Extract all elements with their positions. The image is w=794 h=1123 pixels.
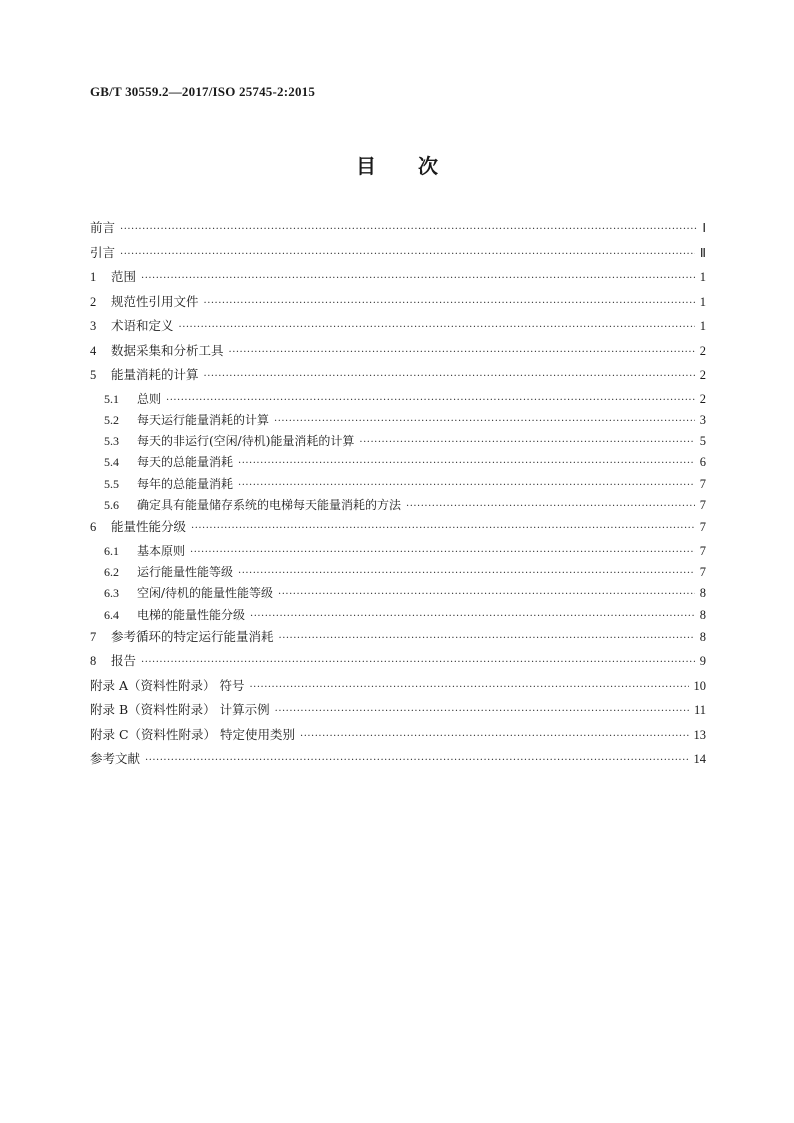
table-of-contents: [90, 218, 706, 774]
toc-entry-label: [90, 390, 161, 407]
toc-entry-page: Ⅱ: [699, 245, 706, 260]
toc-entry-label: [90, 584, 273, 601]
toc-entry-label: [90, 243, 115, 261]
toc-entry-label: [90, 267, 136, 285]
toc-entry-number: 3: [90, 319, 97, 333]
toc-entry-label: [90, 341, 224, 359]
toc-entry-page: 1: [699, 294, 706, 309]
toc-entry-text: 能量性能分级: [111, 519, 187, 535]
toc-entry-label: [90, 316, 174, 334]
dot-leader: [238, 480, 695, 491]
dot-leader: [250, 611, 695, 622]
toc-entry-label: [90, 218, 115, 236]
toc-entry-label: [90, 725, 295, 743]
toc-entry-number: 6: [90, 520, 97, 535]
toc-entry[interactable]: [90, 496, 706, 517]
toc-entry-label: [90, 453, 233, 470]
toc-entry-number: 5.6: [104, 497, 119, 512]
toc-entry[interactable]: [90, 700, 706, 725]
toc-entry-text: 每年的总能量消耗: [137, 476, 234, 491]
toc-entry-text: 附录 C（资料性附录） 特定使用类别: [90, 726, 296, 742]
toc-entry-number: 5.1: [104, 391, 119, 406]
dot-leader: [278, 589, 695, 600]
toc-entry-label: [90, 292, 199, 310]
toc-entry-text: 每天的非运行(空闲/待机)能量消耗的计算: [137, 434, 355, 449]
document-code: GB/T 30559.2—2017/ISO 25745-2:2015: [90, 84, 316, 99]
dot-leader: [179, 322, 695, 333]
toc-entry[interactable]: [90, 676, 706, 701]
toc-entry-label: [90, 749, 140, 767]
toc-entry[interactable]: [90, 606, 706, 627]
toc-entry-page: 1: [699, 270, 706, 284]
toc-entry[interactable]: [90, 542, 706, 563]
toc-entry-page: 8: [699, 629, 706, 644]
toc-entry-text: 附录 A（资料性附录） 符号: [90, 677, 245, 693]
toc-entry-text: 基本原则: [137, 543, 186, 558]
toc-entry-number: 6.2: [104, 565, 119, 580]
toc-entry-label: [90, 563, 233, 580]
toc-entry[interactable]: [90, 627, 706, 652]
toc-entry-text: 引言: [90, 244, 116, 260]
toc-entry-number: 6.4: [104, 607, 119, 622]
toc-entry-text: 数据采集和分析工具: [111, 342, 224, 358]
toc-entry[interactable]: [90, 341, 706, 366]
toc-entry-page: 7: [699, 565, 706, 580]
toc-entry-number: 8: [90, 654, 97, 669]
toc-entry[interactable]: [90, 390, 706, 411]
dot-leader: [145, 755, 688, 766]
dot-leader: [406, 501, 695, 512]
toc-entry-text: 每天运行能量消耗的计算: [137, 412, 270, 427]
toc-entry-label: [90, 517, 186, 535]
toc-entry-text: 能量消耗的计算: [111, 367, 199, 382]
toc-entry-page: 9: [699, 654, 706, 669]
toc-entry-page: 2: [699, 368, 706, 382]
toc-entry-text: 术语和定义: [111, 318, 174, 333]
toc-entry-number: 5: [90, 368, 97, 382]
toc-entry-label: [90, 700, 270, 718]
toc-entry[interactable]: [90, 292, 706, 317]
dot-leader: [238, 568, 695, 579]
toc-entry-text: 报告: [111, 653, 137, 669]
dot-leader: [359, 437, 694, 448]
dot-leader: [190, 547, 695, 558]
toc-entry-text: 附录 B（资料性附录） 计算示例: [90, 702, 270, 718]
toc-entry-text: 参考文献: [90, 751, 141, 767]
toc-entry-label: [90, 606, 245, 623]
toc-entry-label: [90, 411, 269, 428]
toc-entry-page: 7: [699, 520, 706, 535]
toc-entry-number: 4: [90, 343, 97, 358]
toc-entry-text: 总则: [137, 391, 162, 406]
toc-entry-number: 5.3: [104, 434, 119, 449]
dot-leader: [249, 682, 688, 693]
toc-entry[interactable]: [90, 563, 706, 584]
toc-entry-page: 7: [699, 543, 706, 558]
toc-entry[interactable]: [90, 432, 706, 453]
dot-leader: [166, 395, 695, 406]
toc-entry-page: 7: [699, 476, 706, 491]
toc-entry-text: 规范性引用文件: [111, 293, 199, 309]
toc-entry-label: [90, 676, 244, 694]
toc-entry-label: [90, 627, 274, 645]
dot-leader: [120, 224, 697, 235]
dot-leader: [204, 371, 695, 382]
dot-leader: [141, 657, 695, 668]
toc-entry-page: 10: [693, 678, 706, 693]
toc-entry[interactable]: [90, 453, 706, 474]
toc-entry-page: 6: [699, 455, 706, 470]
dot-leader: [229, 347, 695, 358]
toc-entry-number: 6.3: [104, 586, 119, 601]
toc-entry[interactable]: [90, 725, 706, 750]
toc-entry-page: 14: [693, 752, 706, 767]
toc-entry-label: [90, 496, 401, 513]
toc-entry-text: 前言: [90, 220, 116, 235]
toc-entry-page: 3: [699, 412, 706, 427]
toc-entry-number: 5.4: [104, 455, 119, 470]
toc-entry-number: 5.2: [104, 412, 119, 427]
toc-entry[interactable]: [90, 267, 706, 292]
toc-entry[interactable]: [90, 411, 706, 432]
toc-entry[interactable]: [90, 517, 706, 542]
toc-entry-number: 6.1: [104, 543, 119, 558]
toc-entry[interactable]: [90, 584, 706, 605]
dot-leader: [279, 633, 695, 644]
toc-entry-label: [90, 365, 199, 383]
toc-entry-page: 2: [699, 391, 706, 406]
toc-entry-text: 参考循环的特定运行能量消耗: [111, 628, 274, 644]
toc-entry-label: [90, 432, 354, 449]
toc-entry[interactable]: [90, 316, 706, 341]
toc-entry-page: 5: [699, 434, 706, 449]
toc-entry[interactable]: [90, 749, 706, 774]
dot-leader: [191, 523, 695, 534]
toc-entry-text: 范围: [111, 269, 137, 284]
toc-entry-page: Ⅰ: [702, 221, 706, 235]
dot-leader: [275, 706, 689, 717]
toc-entry-text: 确定具有能量储存系统的电梯每天能量消耗的方法: [137, 497, 402, 512]
dot-leader: [300, 731, 688, 742]
toc-entry-text: 每天的总能量消耗: [137, 455, 234, 470]
toc-entry-page: 7: [699, 497, 706, 512]
toc-entry-number: 1: [90, 270, 97, 284]
toc-entry-text: 空闲/待机的能量性能等级: [137, 586, 274, 601]
toc-entry-page: 8: [699, 607, 706, 622]
toc-entry-text: 电梯的能量性能分级: [137, 607, 246, 622]
toc-entry[interactable]: [90, 475, 706, 496]
toc-entry[interactable]: [90, 365, 706, 390]
page-title: 目次: [356, 154, 480, 178]
dot-leader: [120, 249, 695, 260]
dot-leader: [141, 273, 695, 284]
dot-leader: [238, 458, 695, 469]
toc-entry[interactable]: [90, 218, 706, 243]
toc-entry-label: [90, 651, 136, 669]
toc-entry-number: 7: [90, 629, 97, 644]
toc-entry-page: 11: [693, 703, 706, 718]
dot-leader: [204, 298, 695, 309]
dot-leader: [274, 416, 695, 427]
toc-entry-page: 2: [699, 343, 706, 358]
toc-entry-label: [90, 542, 185, 559]
toc-entry-text: 运行能量性能等级: [137, 565, 234, 580]
toc-entry-number: 5.5: [104, 476, 119, 491]
toc-entry[interactable]: [90, 243, 706, 268]
toc-entry-number: 2: [90, 294, 97, 309]
toc-entry[interactable]: [90, 651, 706, 676]
toc-entry-page: 13: [693, 727, 706, 742]
toc-entry-page: 1: [699, 319, 706, 333]
toc-entry-label: [90, 475, 233, 492]
toc-entry-page: 8: [699, 586, 706, 601]
